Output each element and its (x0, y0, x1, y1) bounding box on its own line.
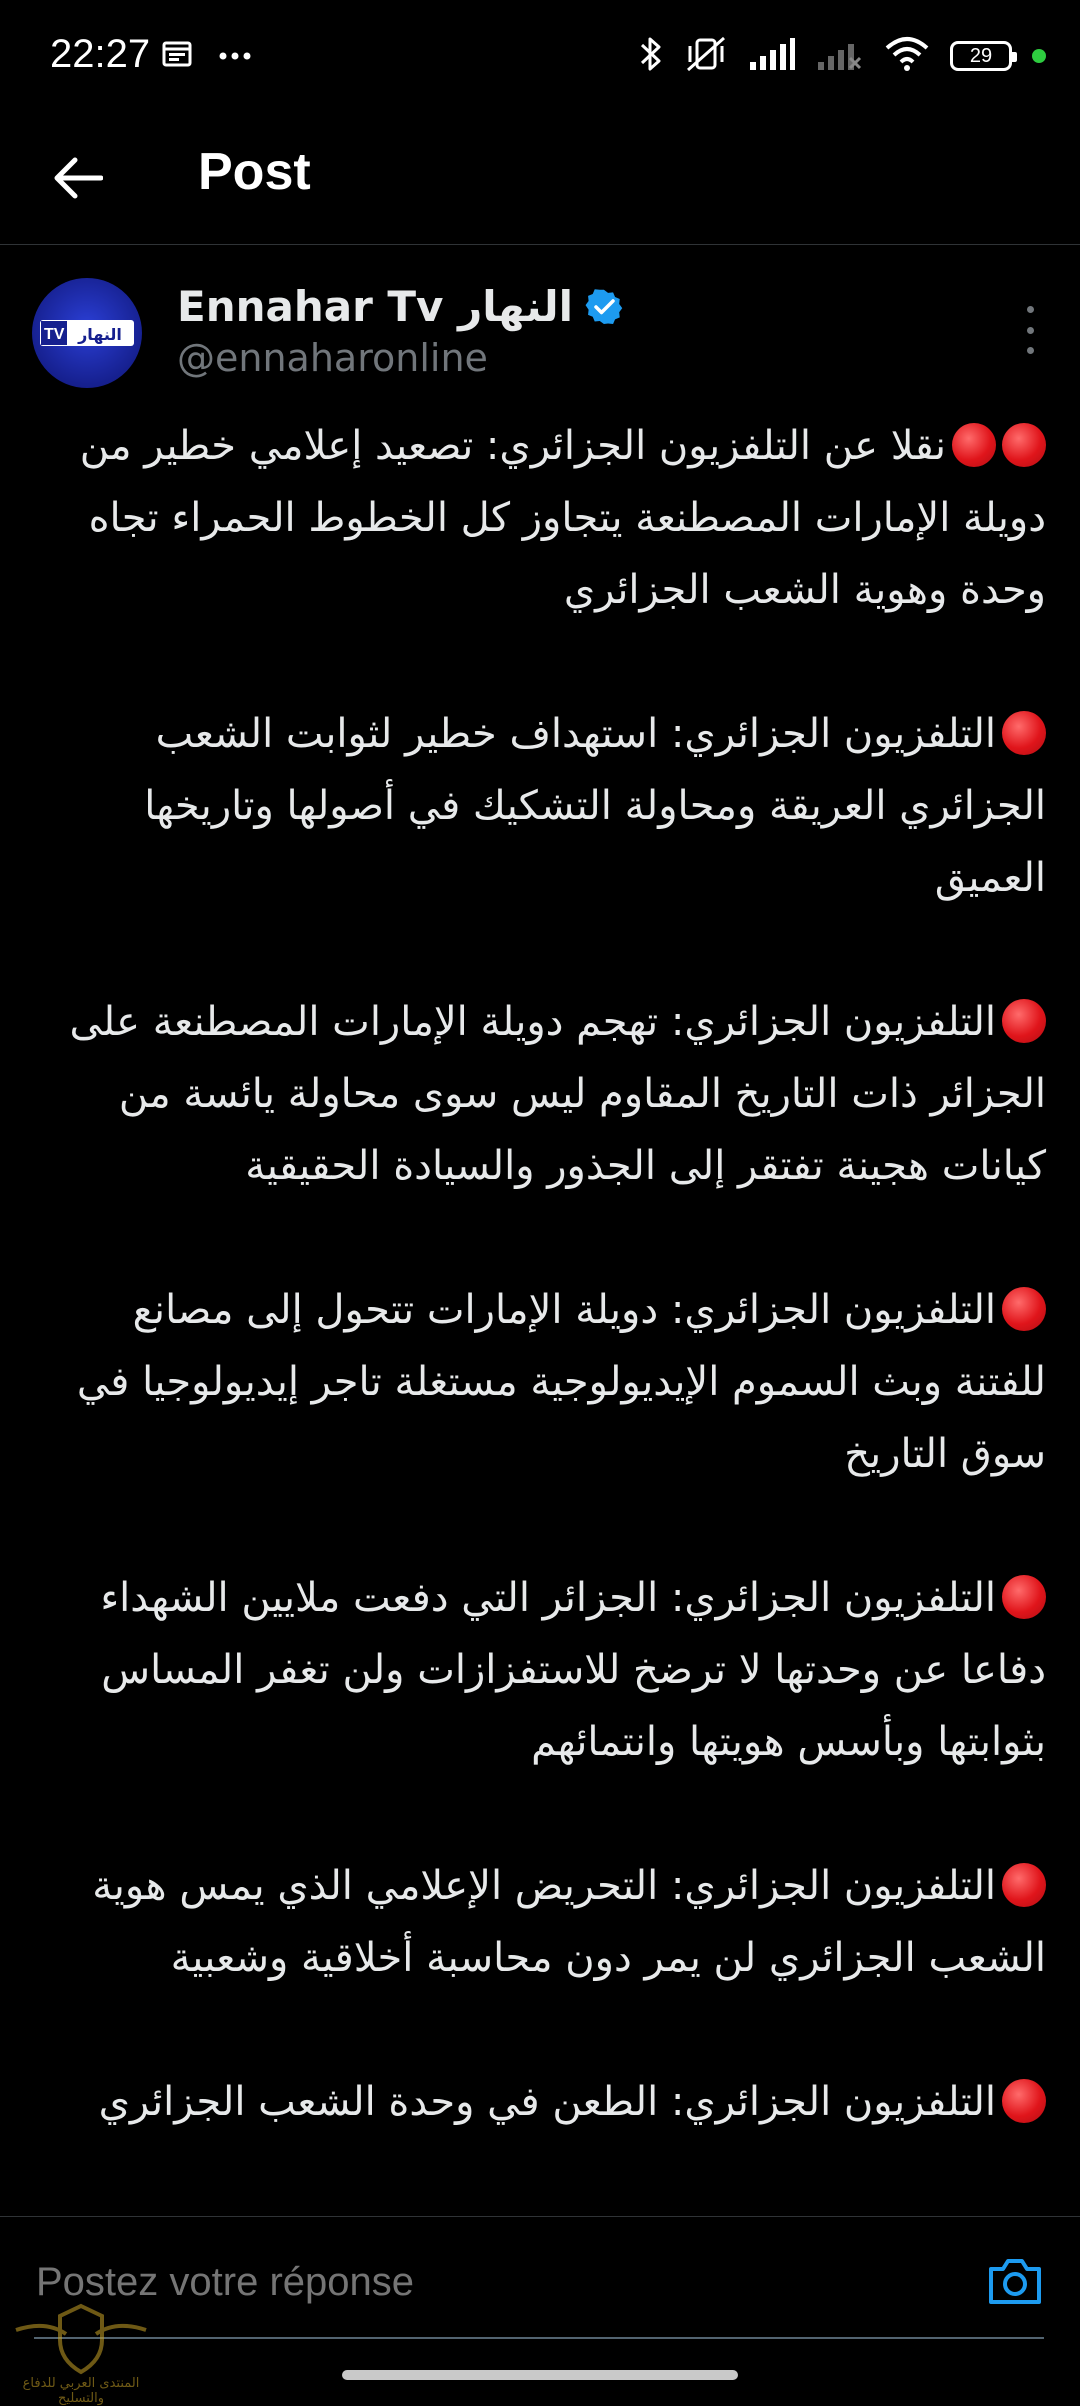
status-time: 22:27 (50, 32, 151, 76)
arrow-left-icon (53, 156, 103, 200)
page-title: Post (198, 143, 311, 201)
verified-badge-icon (585, 288, 623, 326)
post-paragraph (40, 1562, 1046, 1778)
more-options-button[interactable] (1010, 300, 1050, 360)
camera-button[interactable] (986, 2255, 1044, 2307)
reply-underline (34, 2337, 1044, 2339)
post-paragraph (40, 698, 1046, 914)
post-paragraph-text: التلفزيون الجزائري: الطعن في وحدة الشعب الجزائري (98, 2079, 996, 2125)
display-name[interactable] (177, 282, 623, 331)
battery-icon (950, 41, 1012, 71)
more-vertical-icon-dot (1027, 327, 1034, 334)
status-bar (0, 0, 1080, 116)
ennahar-logo (40, 320, 134, 346)
watermark-text: المنتدى العربي للدفاع والتسليح (22, 2376, 140, 2406)
watermark (6, 2300, 156, 2406)
privacy-indicator-dot (1032, 49, 1046, 63)
red-circle-emoji-icon (1002, 711, 1046, 755)
camera-icon (986, 2255, 1044, 2307)
vibrate-off-icon (684, 34, 728, 78)
shield-logo-icon (6, 2300, 156, 2380)
red-circle-emoji-icon (1002, 423, 1046, 467)
wifi-icon (884, 36, 930, 76)
signal-icon (748, 36, 796, 76)
post-paragraph (40, 1274, 1046, 1490)
post-paragraph-text: التلفزيون الجزائري: تهجم دويلة الإمارات المصطنعة على الجزائر ذات التاريخ المقاوم ليس سوى محاولة يائسة من كيانات هجينة تفتقر إلى الجذور والسيادة الحقيقية (69, 999, 1046, 1189)
red-circle-emoji-icon (952, 423, 996, 467)
avatar-logo-text: النهار (78, 325, 122, 344)
red-circle-emoji-icon (1002, 2079, 1046, 2123)
post-paragraph (40, 1850, 1046, 1994)
svg-text:TV: TV (44, 326, 65, 343)
red-circle-emoji-icon (1002, 1287, 1046, 1331)
reply-input[interactable] (34, 2251, 938, 2313)
red-circle-emoji-icon (1002, 999, 1046, 1043)
signal-off-icon (816, 36, 864, 76)
back-button[interactable] (46, 146, 110, 210)
avatar[interactable] (32, 278, 142, 388)
post-paragraph-text: التلفزيون الجزائري: استهداف خطير لثوابت الشعب الجزائري العريقة ومحاولة التشكيك في أصولها وتاريخها العميق (144, 711, 1046, 901)
calendar-icon (162, 38, 192, 72)
post-paragraph-text: التلفزيون الجزائري: التحريض الإعلامي الذي يمس هوية الشعب الجزائري لن يمر دون محاسبة أخلاقية وشعبية (92, 1863, 1046, 1981)
post-paragraph (40, 2066, 1046, 2138)
post-paragraph-text: نقلا عن التلفزيون الجزائري: تصعيد إعلامي خطير من دويلة الإمارات المصطنعة يتجاوز كل الخطوط الحمراء تجاه وحدة وهوية الشعب الجزائري (79, 423, 1046, 613)
post-header (0, 278, 1080, 388)
red-circle-emoji-icon (1002, 1575, 1046, 1619)
more-vertical-icon-dot (1027, 347, 1034, 354)
post-paragraph (40, 986, 1046, 1202)
user-handle[interactable]: @ennaharonline (177, 336, 488, 380)
home-indicator[interactable] (342, 2370, 738, 2380)
post-text (40, 410, 1046, 2210)
more-vertical-icon (1027, 306, 1034, 313)
more-dots-icon (218, 46, 252, 65)
bluetooth-icon (638, 34, 664, 78)
post-paragraph-text: التلفزيون الجزائري: الجزائر التي دفعت ملايين الشهداء دفاعا عن وحدتها لا ترضخ للاستفزازات ولن تغفر المساس بثوابتها وبأسس هويتها وانتمائهم (100, 1575, 1046, 1765)
post-paragraph (40, 410, 1046, 626)
battery-level: 29 (969, 44, 993, 67)
post-paragraph-text: التلفزيون الجزائري: دويلة الإمارات تتحول إلى مصانع للفتنة وبث السموم الإيديولوجية مستغلة تاجر إيديولوجيا في سوق التاريخ (76, 1287, 1046, 1477)
display-name-text: Ennahar Tv النهار (177, 282, 574, 331)
red-circle-emoji-icon (1002, 1863, 1046, 1907)
reply-bar (0, 2216, 1080, 2363)
app-header (0, 116, 1080, 245)
